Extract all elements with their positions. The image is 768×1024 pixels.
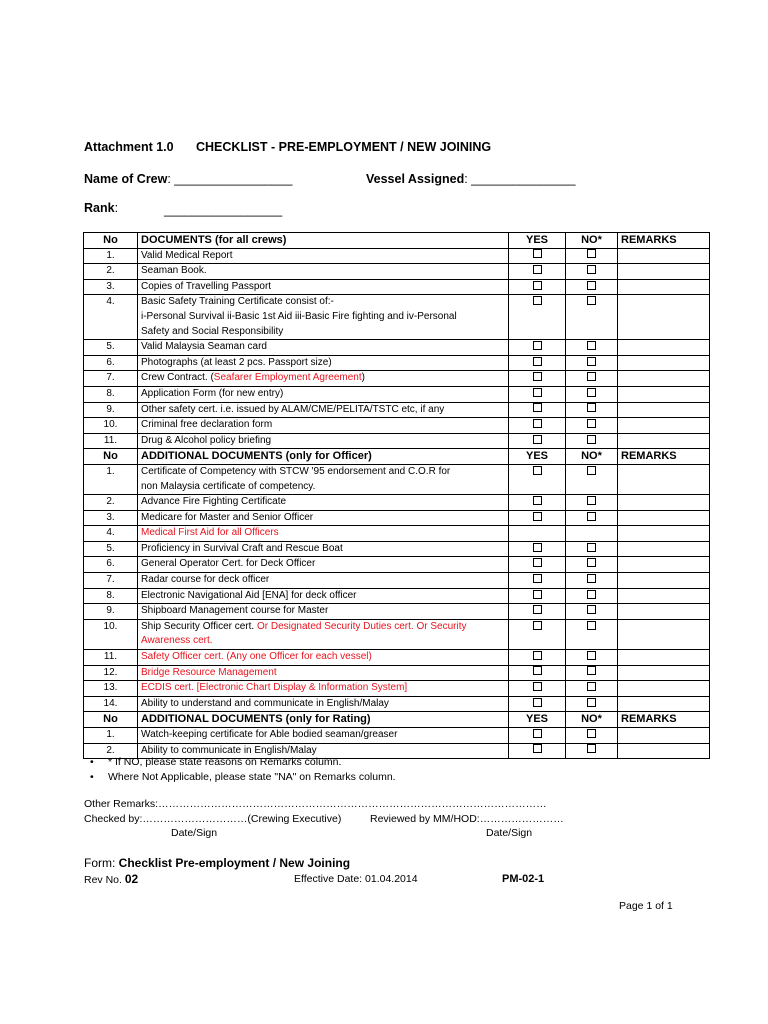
item-number: 3.: [84, 510, 138, 526]
yes-checkbox[interactable]: [533, 574, 542, 583]
item-number: 6.: [84, 557, 138, 573]
remarks-cell[interactable]: [618, 418, 710, 434]
item-text: Radar course for deck officer: [141, 574, 270, 586]
item-number: 14.: [84, 696, 138, 712]
yes-cell: [509, 279, 566, 295]
no-cell: [566, 371, 618, 387]
no-cell: [566, 248, 618, 264]
form-title: Checklist Pre-employment / New Joining: [118, 856, 351, 870]
item-text: Seaman Book.: [141, 265, 207, 277]
table-row: [84, 248, 710, 264]
item-description: [138, 248, 509, 264]
remarks-cell[interactable]: [618, 295, 710, 340]
section-title: DOCUMENTS (for all crews): [138, 233, 509, 249]
item-text: Certificate of Competency with STCW '95 endorsement and C.O.R for: [141, 465, 451, 477]
yes-cell: [509, 355, 566, 371]
remarks-cell[interactable]: [618, 510, 710, 526]
item-number: 7.: [84, 573, 138, 589]
yes-checkbox[interactable]: [533, 651, 542, 660]
yes-cell: [509, 650, 566, 666]
item-description: [138, 650, 509, 666]
yes-checkbox[interactable]: [533, 435, 542, 444]
rank-colon: :: [114, 201, 119, 215]
remarks-cell[interactable]: [618, 743, 710, 759]
table-row: [84, 295, 710, 340]
col-header-remarks: REMARKS: [618, 449, 710, 465]
item-number: 1.: [84, 464, 138, 494]
yes-cell: [509, 371, 566, 387]
yes-checkbox[interactable]: [533, 744, 542, 753]
effective-date: Effective Date: 01.04.2014: [294, 873, 418, 885]
item-description: [138, 264, 509, 280]
no-cell: [566, 526, 618, 542]
table-row: [84, 681, 710, 697]
section-header-row: [84, 233, 710, 249]
checklist-table: [83, 232, 710, 759]
item-description: [138, 619, 509, 649]
no-checkbox[interactable]: [587, 621, 596, 630]
yes-cell: [509, 402, 566, 418]
item-text-highlight: Bridge Resource Management: [141, 666, 277, 678]
yes-checkbox[interactable]: [533, 682, 542, 691]
checked-by: Checked by:…………………………(Crewing Executive): [84, 813, 342, 825]
table-row: [84, 495, 710, 511]
yes-checkbox[interactable]: [533, 403, 542, 412]
item-text-highlight: Awareness cert.: [141, 635, 213, 647]
yes-cell: [509, 604, 566, 620]
item-description: [138, 402, 509, 418]
yes-cell: [509, 510, 566, 526]
note-text: * If NO, please state reasons on Remarks column.: [108, 756, 342, 768]
remarks-cell[interactable]: [618, 588, 710, 604]
table-row: [84, 588, 710, 604]
item-description: [138, 604, 509, 620]
remarks-cell[interactable]: [618, 604, 710, 620]
yes-cell: [509, 588, 566, 604]
vessel-field: [366, 172, 575, 186]
yes-cell: [509, 728, 566, 744]
item-description: [138, 340, 509, 356]
item-description: [138, 355, 509, 371]
remarks-cell[interactable]: [618, 665, 710, 681]
col-header-no-mark: NO*: [566, 449, 618, 465]
item-description: [138, 557, 509, 573]
item-description: [138, 464, 509, 494]
item-text: Other safety cert. i.e. issued by ALAM/CME/PELITA/TSTC etc, if any: [141, 403, 445, 415]
yes-checkbox[interactable]: [533, 249, 542, 258]
crew-name-blank: : _________________: [167, 172, 293, 186]
item-number: 4.: [84, 295, 138, 340]
item-text: Ability to understand and communicate in English/Malay: [141, 697, 389, 709]
yes-checkbox[interactable]: [533, 419, 542, 428]
no-cell: [566, 402, 618, 418]
item-number: 1.: [84, 248, 138, 264]
no-cell: [566, 340, 618, 356]
item-text-highlight: Safety Officer cert. (Any one Officer for each vessel): [141, 651, 372, 663]
remarks-cell[interactable]: [618, 464, 710, 494]
remarks-cell[interactable]: [618, 371, 710, 387]
no-cell: [566, 665, 618, 681]
item-description: [138, 728, 509, 744]
item-text: Basic Safety Training Certificate consist of:-: [141, 296, 334, 308]
no-checkbox[interactable]: [587, 435, 596, 444]
table-row: [84, 573, 710, 589]
no-checkbox[interactable]: [587, 558, 596, 567]
remarks-cell[interactable]: [618, 355, 710, 371]
no-cell: [566, 573, 618, 589]
col-header-remarks: REMARKS: [618, 233, 710, 249]
table-row: [84, 604, 710, 620]
vessel-blank: : _______________: [464, 172, 576, 186]
yes-checkbox[interactable]: [533, 265, 542, 274]
no-checkbox[interactable]: [587, 512, 596, 521]
no-cell: [566, 495, 618, 511]
remarks-cell[interactable]: [618, 386, 710, 402]
no-checkbox[interactable]: [587, 265, 596, 274]
yes-cell: [509, 264, 566, 280]
item-text-highlight: Medical First Aid for all Officers: [141, 527, 279, 539]
item-text-tail: ): [361, 372, 365, 384]
item-description: [138, 418, 509, 434]
yes-checkbox[interactable]: [533, 558, 542, 567]
item-text-line3: Safety and Social Responsibility: [141, 325, 284, 337]
yes-checkbox[interactable]: [533, 512, 542, 521]
item-number: 12.: [84, 665, 138, 681]
col-header-remarks: REMARKS: [618, 712, 710, 728]
no-cell: [566, 510, 618, 526]
yes-cell: [509, 248, 566, 264]
yes-cell: [509, 681, 566, 697]
yes-cell: [509, 743, 566, 759]
no-checkbox[interactable]: [587, 419, 596, 428]
item-description: [138, 696, 509, 712]
item-number: 10.: [84, 619, 138, 649]
yes-checkbox[interactable]: [533, 357, 542, 366]
item-text: Valid Medical Report: [141, 249, 233, 261]
remarks-cell[interactable]: [618, 728, 710, 744]
table-row: [84, 355, 710, 371]
note-item: [90, 755, 396, 770]
no-checkbox[interactable]: [587, 388, 596, 397]
table-row: [84, 619, 710, 649]
no-checkbox[interactable]: [587, 466, 596, 475]
item-text: General Operator Cert. for Deck Officer: [141, 558, 316, 570]
no-cell: [566, 541, 618, 557]
no-cell: [566, 604, 618, 620]
yes-cell: [509, 541, 566, 557]
form-code: PM-02-1: [502, 873, 545, 885]
item-number: 11.: [84, 433, 138, 449]
item-text-highlight: ECDIS cert. [Electronic Chart Display & Information System]: [141, 682, 408, 694]
remarks-cell[interactable]: [618, 526, 710, 542]
item-description: [138, 433, 509, 449]
bullet-icon: •: [90, 756, 94, 768]
yes-cell: [509, 573, 566, 589]
item-description: [138, 681, 509, 697]
other-remarks: Other Remarks:…………………………………………………………………………………………………: [84, 798, 547, 810]
col-header-yes: YES: [509, 233, 566, 249]
table-row: [84, 728, 710, 744]
reviewed-by: Reviewed by MM/HOD:……………………: [370, 813, 564, 825]
item-text: Application Form (for new entry): [141, 387, 284, 399]
no-checkbox[interactable]: [587, 682, 596, 691]
table-row: [84, 696, 710, 712]
item-text: Crew Contract. (: [141, 372, 214, 384]
yes-cell: [509, 665, 566, 681]
item-text: Copies of Travelling Passport: [141, 280, 272, 292]
col-header-no: No: [84, 233, 138, 249]
yes-checkbox[interactable]: [533, 729, 542, 738]
yes-checkbox[interactable]: [533, 621, 542, 630]
document-title: CHECKLIST - PRE-EMPLOYMENT / NEW JOINING: [196, 140, 492, 154]
yes-checkbox[interactable]: [533, 605, 542, 614]
yes-cell: [509, 295, 566, 340]
yes-cell: [509, 340, 566, 356]
remarks-cell[interactable]: [618, 279, 710, 295]
remarks-cell[interactable]: [618, 681, 710, 697]
attachment-label: Attachment 1.0: [84, 140, 174, 154]
item-number: 5.: [84, 340, 138, 356]
item-number: 9.: [84, 402, 138, 418]
yes-checkbox[interactable]: [533, 296, 542, 305]
item-description: [138, 588, 509, 604]
yes-cell: [509, 418, 566, 434]
no-cell: [566, 464, 618, 494]
item-number: 2.: [84, 495, 138, 511]
date-sign-reviewed: Date/Sign: [486, 827, 533, 839]
table-row: [84, 264, 710, 280]
no-checkbox[interactable]: [587, 403, 596, 412]
no-cell: [566, 650, 618, 666]
yes-cell: [509, 557, 566, 573]
item-number: 10.: [84, 418, 138, 434]
no-cell: [566, 433, 618, 449]
rank-field: [84, 201, 118, 215]
col-header-yes: YES: [509, 449, 566, 465]
item-number: 9.: [84, 604, 138, 620]
yes-cell: [509, 495, 566, 511]
col-header-no-mark: NO*: [566, 233, 618, 249]
col-header-yes: YES: [509, 712, 566, 728]
no-cell: [566, 295, 618, 340]
yes-checkbox[interactable]: [533, 341, 542, 350]
rank-blank: _________________: [164, 203, 283, 217]
no-cell: [566, 355, 618, 371]
rev-value: 02: [124, 872, 139, 886]
note-item: [90, 770, 396, 785]
item-description: [138, 279, 509, 295]
item-description: [138, 295, 509, 340]
revision: [84, 872, 138, 886]
item-number: 5.: [84, 541, 138, 557]
yes-checkbox[interactable]: [533, 281, 542, 290]
yes-cell: [509, 386, 566, 402]
item-text: Ship Security Officer cert.: [141, 620, 257, 632]
item-number: 6.: [84, 355, 138, 371]
date-sign-checked: Date/Sign: [171, 827, 218, 839]
item-text: Proficiency in Survival Craft and Rescue Boat: [141, 542, 343, 554]
no-checkbox[interactable]: [587, 296, 596, 305]
item-text: Medicare for Master and Senior Officer: [141, 511, 314, 523]
crew-name-field: [84, 172, 293, 186]
yes-checkbox[interactable]: [533, 388, 542, 397]
no-checkbox[interactable]: [587, 543, 596, 552]
item-description: [138, 371, 509, 387]
vessel-label: Vessel Assigned: [366, 172, 465, 186]
item-description: [138, 541, 509, 557]
section-header-row: [84, 449, 710, 465]
item-text: Photographs (at least 2 pcs. Passport size): [141, 356, 332, 368]
table-row: [84, 510, 710, 526]
yes-cell: [509, 433, 566, 449]
item-number: 2.: [84, 743, 138, 759]
form-label: Form:: [84, 856, 119, 870]
table-row: [84, 386, 710, 402]
remarks-cell[interactable]: [618, 696, 710, 712]
table-row: [84, 418, 710, 434]
no-cell: [566, 619, 618, 649]
item-description: [138, 510, 509, 526]
table-row: [84, 433, 710, 449]
item-text-line2: i-Personal Survival ii-Basic 1st Aid iii-Basic Fire fighting and iv-Personal: [141, 310, 457, 322]
table-row: [84, 541, 710, 557]
section-title: ADDITIONAL DOCUMENTS (only for Officer): [138, 449, 509, 465]
no-cell: [566, 696, 618, 712]
no-cell: [566, 681, 618, 697]
no-checkbox[interactable]: [587, 605, 596, 614]
remarks-cell[interactable]: [618, 248, 710, 264]
table-row: [84, 557, 710, 573]
item-text: Electronic Navigational Aid [ENA] for deck officer: [141, 589, 357, 601]
item-text: Watch-keeping certificate for Able bodied seaman/greaser: [141, 729, 398, 740]
remarks-cell[interactable]: [618, 619, 710, 649]
page-number: Page 1 of 1: [619, 900, 673, 912]
no-checkbox[interactable]: [587, 281, 596, 290]
no-checkbox[interactable]: [587, 341, 596, 350]
item-text: Valid Malaysia Seaman card: [141, 341, 267, 353]
yes-checkbox[interactable]: [533, 466, 542, 475]
item-number: 2.: [84, 264, 138, 280]
item-number: 11.: [84, 650, 138, 666]
yes-checkbox[interactable]: [533, 496, 542, 505]
item-text-highlight: Or Designated Security Duties cert. Or Security: [256, 620, 467, 632]
no-checkbox[interactable]: [587, 574, 596, 583]
no-checkbox[interactable]: [587, 744, 596, 753]
yes-checkbox[interactable]: [533, 543, 542, 552]
notes: [90, 755, 396, 784]
item-number: 3.: [84, 279, 138, 295]
remarks-cell[interactable]: [618, 557, 710, 573]
item-text: Drug & Alcohol policy briefing: [141, 434, 272, 446]
item-text-highlight: Seafarer Employment Agreement: [213, 372, 362, 384]
item-number: 8.: [84, 386, 138, 402]
item-number: 4.: [84, 526, 138, 542]
no-checkbox[interactable]: [587, 651, 596, 660]
table-row: [84, 279, 710, 295]
no-checkbox[interactable]: [587, 666, 596, 675]
item-description: [138, 495, 509, 511]
item-number: 7.: [84, 371, 138, 387]
item-number: 13.: [84, 681, 138, 697]
no-cell: [566, 557, 618, 573]
rank-label: Rank: [84, 201, 115, 215]
remarks-cell[interactable]: [618, 264, 710, 280]
item-description: [138, 526, 509, 542]
remarks-cell[interactable]: [618, 573, 710, 589]
yes-cell: [509, 696, 566, 712]
item-description: [138, 665, 509, 681]
form-name: [84, 856, 350, 870]
remarks-cell[interactable]: [618, 541, 710, 557]
item-text: Ability to communicate in English/Malay: [141, 744, 317, 756]
remarks-cell[interactable]: [618, 650, 710, 666]
table-row: [84, 340, 710, 356]
no-checkbox[interactable]: [587, 698, 596, 707]
item-text: Shipboard Management course for Master: [141, 605, 329, 617]
col-header-no-mark: NO*: [566, 712, 618, 728]
yes-cell: [509, 526, 566, 542]
no-checkbox[interactable]: [587, 590, 596, 599]
remarks-cell[interactable]: [618, 433, 710, 449]
no-checkbox[interactable]: [587, 249, 596, 258]
item-number: 8.: [84, 588, 138, 604]
item-number: 1.: [84, 728, 138, 744]
yes-cell: [509, 464, 566, 494]
item-description: [138, 386, 509, 402]
col-header-no: No: [84, 449, 138, 465]
no-cell: [566, 279, 618, 295]
table-row: [84, 371, 710, 387]
item-text-line2: non Malaysia certificate of competency.: [141, 480, 316, 492]
section-header-row: [84, 712, 710, 728]
no-cell: [566, 728, 618, 744]
no-cell: [566, 386, 618, 402]
no-checkbox[interactable]: [587, 357, 596, 366]
col-header-no: No: [84, 712, 138, 728]
yes-checkbox[interactable]: [533, 666, 542, 675]
table-row: [84, 526, 710, 542]
item-text: Criminal free declaration form: [141, 419, 273, 431]
note-text: Where Not Applicable, please state "NA" on Remarks column.: [108, 770, 396, 783]
no-cell: [566, 588, 618, 604]
remarks-cell[interactable]: [618, 402, 710, 418]
table-row: [84, 650, 710, 666]
item-text: Advance Fire Fighting Certificate: [141, 496, 287, 508]
remarks-cell[interactable]: [618, 340, 710, 356]
yes-checkbox[interactable]: [533, 698, 542, 707]
bullet-icon: •: [90, 770, 94, 783]
yes-cell: [509, 619, 566, 649]
no-checkbox[interactable]: [587, 496, 596, 505]
no-cell: [566, 418, 618, 434]
yes-checkbox[interactable]: [533, 372, 542, 381]
table-row: [84, 402, 710, 418]
rev-label: Rev No.: [84, 874, 125, 886]
crew-name-label: Name of Crew: [84, 172, 168, 186]
no-checkbox[interactable]: [587, 729, 596, 738]
remarks-cell[interactable]: [618, 495, 710, 511]
no-cell: [566, 264, 618, 280]
section-title: ADDITIONAL DOCUMENTS (only for Rating): [138, 712, 509, 728]
table-row: [84, 665, 710, 681]
item-description: [138, 573, 509, 589]
no-checkbox[interactable]: [587, 372, 596, 381]
table-row: [84, 464, 710, 494]
no-cell: [566, 743, 618, 759]
yes-checkbox[interactable]: [533, 590, 542, 599]
